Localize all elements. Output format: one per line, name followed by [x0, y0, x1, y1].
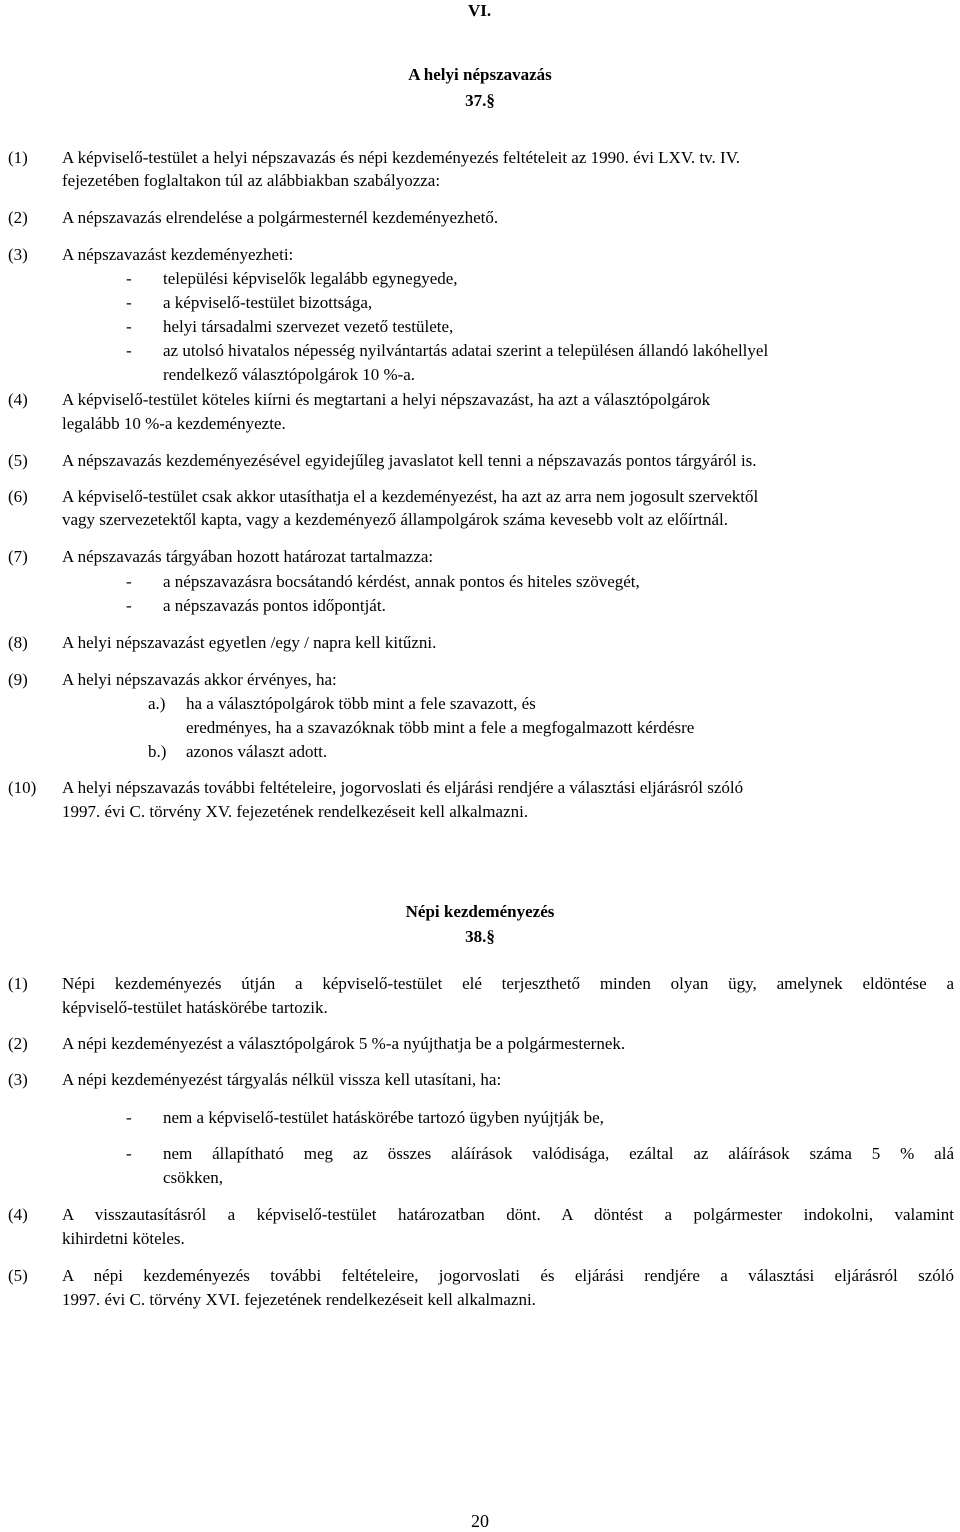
list-item: eredményes, ha a szavazóknak több mint a fele a megfogalmazott kérdésre: [186, 718, 695, 737]
paragraph-number: (1): [8, 974, 28, 993]
list-item: ha a választópolgárok több mint a fele szavazott, és: [186, 694, 536, 713]
list-item: nem állapítható meg az összes aláírások valódisága, ezáltal az aláírások száma 5 % alá: [163, 1144, 954, 1163]
list-item: a képviselő-testület bizottsága,: [163, 293, 373, 312]
list-item: települési képviselők legalább egynegyede,: [163, 269, 458, 288]
paragraph-text: fejezetében foglaltakon túl az alábbiakban szabályozza:: [62, 171, 441, 190]
paragraph-text: A népszavazás tárgyában hozott határozat tartalmazza:: [62, 547, 434, 566]
list-dash: -: [126, 317, 132, 336]
paragraph-text: A népszavazást kezdeményezheti:: [62, 245, 294, 264]
paragraph-text: 1997. évi C. törvény XVI. fejezetének rendelkezéseit kell alkalmazni.: [62, 1290, 536, 1309]
list-dash: -: [126, 269, 132, 288]
paragraph-number: (9): [8, 670, 28, 689]
list-item: nem a képviselő-testület hatáskörébe tartozó ügyben nyújtják be,: [163, 1108, 604, 1127]
paragraph-text: A népi kezdeményezés további feltételeire, jogorvoslati és eljárási rendjére a választási eljárásról szóló: [62, 1266, 954, 1285]
paragraph-number: (10): [8, 778, 37, 797]
paragraph-text: A népszavazás elrendelése a polgármesternél kezdeményezhető.: [62, 208, 499, 227]
paragraph-text: A helyi népszavazás akkor érvényes, ha:: [62, 670, 337, 689]
list-dash: -: [126, 293, 132, 312]
list-dash: -: [126, 572, 132, 591]
paragraph-number: (2): [8, 1034, 28, 1053]
list-dash: -: [126, 596, 132, 615]
list-item: helyi társadalmi szervezet vezető testülete,: [163, 317, 454, 336]
paragraph-number: (7): [8, 547, 28, 566]
paragraph-number: (5): [8, 1266, 28, 1285]
paragraph-text: kihirdetni köteles.: [62, 1229, 185, 1248]
paragraph-text: A helyi népszavazás további feltételeire, jogorvoslati és eljárási rendjére a választási eljárásról szóló: [62, 778, 744, 797]
section-title: A helyi népszavazás: [408, 65, 552, 84]
page-number: 20: [471, 1511, 489, 1531]
paragraph-text: A visszautasításról a képviselő-testület határozatban dönt. A döntést a polgármester indokolni, valamint: [62, 1205, 954, 1224]
paragraph-text: A népszavazás kezdeményezésével egyidejűleg javaslatot kell tenni a népszavazás pontos tárgyáról is.: [62, 451, 757, 470]
list-item: a népszavazás pontos időpontját.: [163, 596, 386, 615]
paragraph-text: A képviselő-testület csak akkor utasíthatja el a kezdeményezést, ha azt az arra nem jogosult szervektől: [62, 487, 759, 506]
list-dash: -: [126, 341, 132, 360]
paragraph-number: (6): [8, 487, 28, 506]
paragraph-text: A népi kezdeményezést tárgyalás nélkül vissza kell utasítani, ha:: [62, 1070, 502, 1089]
section-title: Népi kezdeményezés: [405, 902, 555, 921]
section-number: 38.§: [465, 927, 495, 946]
paragraph-text: A helyi népszavazást egyetlen /egy / napra kell kitűzni.: [62, 633, 437, 652]
list-label: b.): [148, 742, 167, 761]
paragraph-number: (5): [8, 451, 28, 470]
paragraph-text: legalább 10 %-a kezdeményezte.: [62, 414, 286, 433]
list-item: azonos választ adott.: [186, 742, 328, 761]
paragraph-number: (3): [8, 1070, 28, 1089]
paragraph-text: A népi kezdeményezést a választópolgárok 5 %-a nyújthatja be a polgármesternek.: [62, 1034, 626, 1053]
paragraph-text: Népi kezdeményezés útján a képviselő-testület elé terjeszthető minden olyan ügy, amelynek eldöntése a: [62, 974, 954, 993]
list-item: csökken,: [163, 1168, 223, 1187]
paragraph-text: képviselő-testület hatáskörébe tartozik.: [62, 998, 328, 1017]
list-label: a.): [148, 694, 166, 713]
section-number: 37.§: [465, 91, 495, 110]
paragraph-number: (3): [8, 245, 28, 264]
list-dash: -: [126, 1108, 132, 1127]
list-dash: -: [126, 1144, 132, 1163]
list-item: a népszavazásra bocsátandó kérdést, annak pontos és hiteles szövegét,: [163, 572, 640, 591]
list-item: rendelkező választópolgárok 10 %-a.: [163, 365, 416, 384]
paragraph-number: (4): [8, 390, 28, 409]
paragraph-number: (2): [8, 208, 28, 227]
paragraph-text: A képviselő-testület köteles kiírni és megtartani a helyi népszavazást, ha azt a választópolgárok: [62, 390, 711, 409]
list-item: az utolsó hivatalos népesség nyilvántartás adatai szerint a településen állandó lakóhellyel: [163, 341, 769, 360]
paragraph-number: (4): [8, 1205, 28, 1224]
paragraph-text: A képviselő-testület a helyi népszavazás és népi kezdeményezés feltételeit az 1990. évi LXV. tv. IV.: [62, 148, 741, 167]
paragraph-text: 1997. évi C. törvény XV. fejezetének rendelkezéseit kell alkalmazni.: [62, 802, 529, 821]
paragraph-text: vagy szervezetektől kapta, vagy a kezdeményező állampolgárok száma kevesebb volt az előírtnál.: [62, 510, 729, 529]
paragraph-number: (8): [8, 633, 28, 652]
paragraph-number: (1): [8, 148, 28, 167]
chapter-number: VI.: [468, 1, 492, 20]
